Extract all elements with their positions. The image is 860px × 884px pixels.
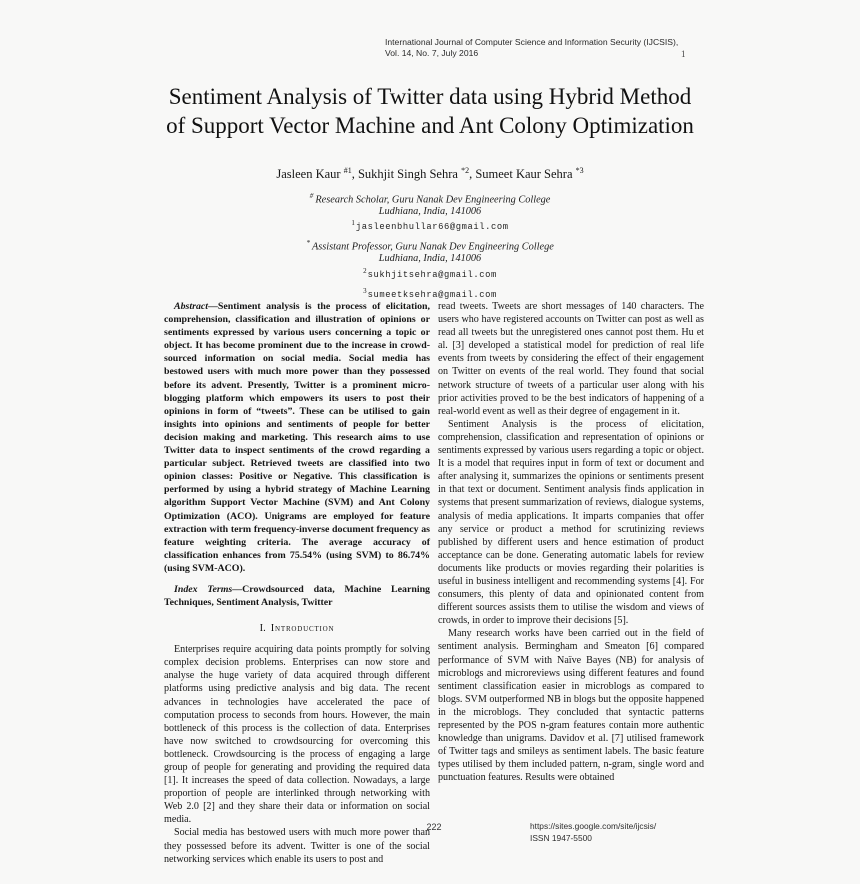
affiliation-1-role: # Research Scholar, Guru Nanak Dev Engineering College [309, 191, 551, 206]
author-1-name: Jasleen Kaur [276, 167, 344, 182]
right-paragraph-2: Sentiment Analysis is the process of elicitation, comprehension, classification and representation of opinions or sentiments expressed by various users regarding a topic or object. It is a model that requires input in form of text or document and after analysing it, summarizes the opinions or sentiments present in that text or document. Sentiment analysis finds application in systems that present summarization of reviews, dialogue systems, analysis of media applications. It imparts companies that offer any service or product a method for scrutinizing reviews published by different users and hence estimation of product acceptance can be done. Generating automatic labels for review documents like products or movies regarding their polarities is useful in business intelligent and recommending systems [4]. For consumers, this plenty of data and opinionated content from different sources assists them to utilise the wisdom and views of crowds, in order to improve their decisions [5]. [438, 418, 704, 627]
author-1 [276, 167, 351, 181]
body-columns [164, 300, 704, 866]
footer-publisher-block [530, 821, 730, 844]
author-3-marker: *3 [575, 166, 584, 175]
intro-paragraph-1: Enterprises require acquiring data points promptly for solving complex decision problems. Enterprises can now store and analyse the huge variety of data acquired through different platforms using predictive analysis and big data. The recent advances in technologies have accelerated the pace of computation process to seconds from hours. However, the main bottleneck of this process is the collection of data. Enterprises have now switched to crowdsourcing for overcoming this bottleneck. Crowdsourcing is the process of engaging a large group of people for generating and providing the required data [1]. It increases the speed of data collection. Nowadays, a large proportion of people are interlinked through networking with Web 2.0 [2] and they share their data or information on social media. [164, 644, 430, 826]
journal-header [385, 37, 705, 59]
author-separator: , [351, 167, 358, 182]
journal-name: International Journal of Computer Science and Information Security (IJCSIS), [385, 37, 679, 47]
abstract-label: Abstract— [174, 301, 218, 312]
left-column [164, 300, 430, 866]
email-2 [160, 265, 700, 282]
author-2 [358, 167, 469, 181]
footer-url: https://sites.google.com/site/ijcsis/ [530, 821, 657, 831]
author-1-marker: #1 [343, 166, 352, 175]
section-number: I. [259, 623, 266, 635]
email-1 [160, 217, 700, 234]
header-page-marker: 1 [681, 49, 686, 59]
journal-issue: Vol. 14, No. 7, July 2016 [385, 48, 479, 58]
section-title: Introduction [270, 623, 335, 635]
author-3 [475, 167, 583, 181]
email-1-address: jasleenbhullar66@gmail.com [355, 222, 509, 233]
author-separator: , [469, 167, 476, 182]
section-heading-introduction [164, 623, 430, 634]
email-2-address: sukhjitsehra@gmail.com [367, 269, 497, 280]
affiliation-2-marker: * [306, 238, 310, 248]
affiliation-1-address: Ludhiana, India, 141006 [378, 205, 482, 217]
right-column [438, 300, 704, 866]
index-terms-paragraph [164, 583, 430, 609]
paper-title: Sentiment Analysis of Twitter data using Hybrid Method of Support Vector Machine and Ant Colony Optimization [166, 84, 694, 138]
author-2-name: Sukhjit Singh Sehra [357, 167, 462, 182]
email-3-marker: 3 [363, 286, 367, 295]
footer-page-number: 222 [426, 822, 442, 832]
index-terms-text: Crowdsourced data, Machine Learning Techniques, Sentiment Analysis, Twitter [164, 583, 430, 609]
right-paragraph-1: read tweets. Tweets are short messages of 140 characters. The users who have registered accounts on Twitter can post as well as read all tweets but the unregistered ones cannot post them. Hu et al. [3] developed a statistical model for prediction of real life events from tweets by considering the effect of their engagement on Twitter on events of the real world. They found that social network structure of tweets of a particular user along with his prior activities proved to be the best indicators of happening of a real-world event as well as their degree of engagement in it. [438, 301, 704, 417]
email-1-marker: 1 [351, 219, 355, 228]
authors-line [160, 166, 700, 182]
index-terms-label: Index Terms— [174, 583, 243, 595]
intro-paragraph-2: Social media has bestowed users with much more power than they possessed before its advent. Twitter is one of the social networking services which enable its users to post and [164, 827, 430, 865]
footer-issn: ISSN 1947-5500 [530, 832, 592, 843]
affiliation-1-marker: # [309, 191, 314, 200]
affiliation-2-role: * Assistant Professor, Guru Nanak Dev Engineering College [306, 238, 554, 253]
author-2-marker: *2 [461, 166, 470, 175]
affiliation-2-address: Ludhiana, India, 141006 [378, 253, 482, 265]
abstract-paragraph [164, 300, 430, 575]
right-paragraph-3: Many research works have been carried out in the field of sentiment analysis. Bermingham and Smeaton [6] compared performance of SVM with Naïve Bayes (NB) for analysis of microblogs and microreviews using different features and found sentiment classification easier in microblogs as compared to blogs. SVM outperformed NB in blogs but the opposite happened in the microblogs. They concluded that syntactic patterns represented by the POS n-gram features contain more authentic knowledge than unigrams. Davidov et al. [7] utilised framework of Twitter tags and smileys as sentiment labels. The basic feature types utilised by them included pattern, n-gram, single word and punctuation features. Results were obtained [438, 628, 704, 784]
author-3-name: Sumeet Kaur Sehra [475, 167, 576, 182]
email-3-address: sumeetksehra@gmail.com [367, 289, 497, 300]
affiliations-block [160, 190, 700, 302]
abstract-text: Sentiment analysis is the process of elicitation, comprehension, classification and illustration of opinions or sentiments expressed by various users concerning a topic or object. It has become prominent due to the increase in crowd-sourced information on social media. Social media has bestowed users with much more power than they possessed before its advent. Presently, Twitter is a prominent micro-blogging platform which empowers its users to post their opinions in form of “tweets”. These can be utilised to gain insights into opinions and sentiments of people for better decision making and marketing. This research aims to use Twitter data to inspect sentiments of the crowd regarding a particular subject. Retrieved tweets are classified into two opinion classes: Positive or Negative. This classification is performed by using a hybrid strategy of Machine Learning algorithm Support Vector Machine (SVM) and Ant Colony Optimization (ACO). Unigrams are employed for feature extraction with term frequency-inverse document frequency as feature weighting criteria. The average accuracy of classification enhances from 75.54% (using SVM) to 86.74% (using SVM-ACO). [164, 301, 430, 574]
email-2-marker: 2 [363, 266, 367, 275]
